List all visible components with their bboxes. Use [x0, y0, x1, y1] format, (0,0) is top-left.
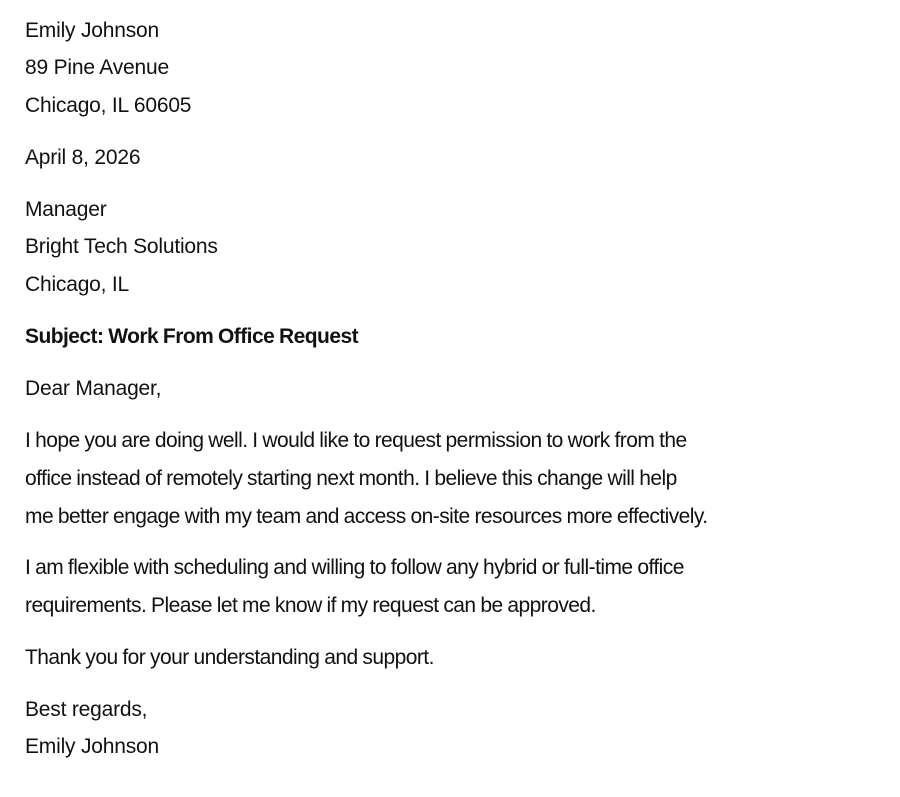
body-paragraph-3-line-1: Thank you for your understanding and support.	[25, 646, 434, 669]
letter-date: April 8, 2026	[25, 146, 141, 169]
body-paragraph-2-line-2: requirements. Please let me know if my request can be approved.	[25, 594, 596, 617]
recipient-title: Manager	[25, 198, 107, 221]
recipient-company: Bright Tech Solutions	[25, 235, 218, 258]
closing: Best regards,	[25, 698, 148, 721]
body-paragraph-1-line-1: I hope you are doing well. I would like to request permission to work from the	[25, 429, 687, 452]
sender-city-state-zip: Chicago, IL 60605	[25, 94, 192, 117]
recipient-city-state: Chicago, IL	[25, 273, 130, 296]
letter-subject: Subject: Work From Office Request	[25, 325, 359, 348]
body-paragraph-1-line-3: me better engage with my team and access on-site resources more effectively.	[25, 505, 708, 528]
body-paragraph-2-line-1: I am flexible with scheduling and willing to follow any hybrid or full-time office	[25, 556, 684, 579]
sender-street: 89 Pine Avenue	[25, 56, 169, 79]
salutation: Dear Manager,	[25, 377, 162, 400]
sender-name: Emily Johnson	[25, 19, 159, 42]
signature: Emily Johnson	[25, 735, 159, 758]
body-paragraph-1-line-2: office instead of remotely starting next month. I believe this change will help	[25, 467, 677, 490]
